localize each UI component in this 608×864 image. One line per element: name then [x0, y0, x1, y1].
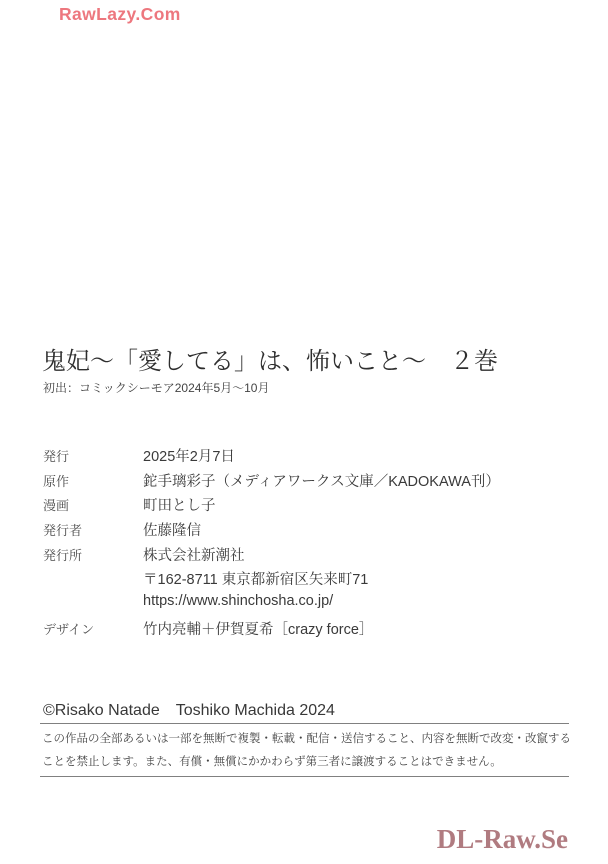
- publication-details: [43, 445, 500, 643]
- detail-row-design: [43, 618, 500, 643]
- legal-notice-line1: この作品の全部あるいは一部を無断で複製・転載・配信・送信すること、内容を無断で改変・改竄する: [42, 733, 571, 745]
- detail-value: 株式会社新潮社: [143, 547, 245, 564]
- detail-row-publisher-company: [43, 544, 500, 569]
- detail-value: 町田とし子: [143, 498, 216, 515]
- detail-row-published: [43, 445, 500, 470]
- watermark-rawlazy: RawLazy.Com: [59, 4, 181, 24]
- first-publication-note: 初出：コミックシーモア2024年5月～10月: [43, 381, 270, 395]
- detail-value: 竹内亮輔＋伊賀夏希［crazy force］: [143, 621, 374, 638]
- watermark-dlraw: DL-Raw.Se: [436, 824, 568, 854]
- detail-row-website: [43, 593, 500, 618]
- detail-value: 鉈手璃彩子（メディアワークス文庫／KADOKAWA刊）: [143, 473, 500, 490]
- legal-notice: [40, 723, 569, 777]
- copyright-line: ©Risako Natade Toshiko Machida 2024: [43, 702, 335, 719]
- detail-value: 佐藤隆信: [143, 523, 201, 540]
- detail-label: 発行: [43, 449, 70, 464]
- detail-row-manga: [43, 494, 500, 519]
- detail-label: 漫画: [43, 498, 70, 514]
- detail-row-address: [43, 568, 500, 593]
- book-title: 鬼妃～「愛してる」は、怖いこと～ ２巻: [42, 348, 498, 375]
- detail-label: デザイン: [43, 621, 95, 637]
- detail-row-publisher-person: [43, 519, 500, 544]
- detail-label: 発行所: [43, 547, 83, 563]
- detail-value: 2025年2月7日: [143, 449, 235, 465]
- detail-label: 発行者: [43, 523, 83, 539]
- publisher-url: https://www.shinchosha.co.jp/: [143, 593, 334, 610]
- detail-row-original-work: [43, 470, 500, 495]
- detail-value: 〒162-8711 東京都新宿区矢来町71: [143, 572, 369, 589]
- legal-notice-line2: ことを禁止します。また、有償・無償にかかわらず第三者に譲渡することはできません。: [42, 755, 502, 768]
- detail-label: 原作: [43, 473, 70, 489]
